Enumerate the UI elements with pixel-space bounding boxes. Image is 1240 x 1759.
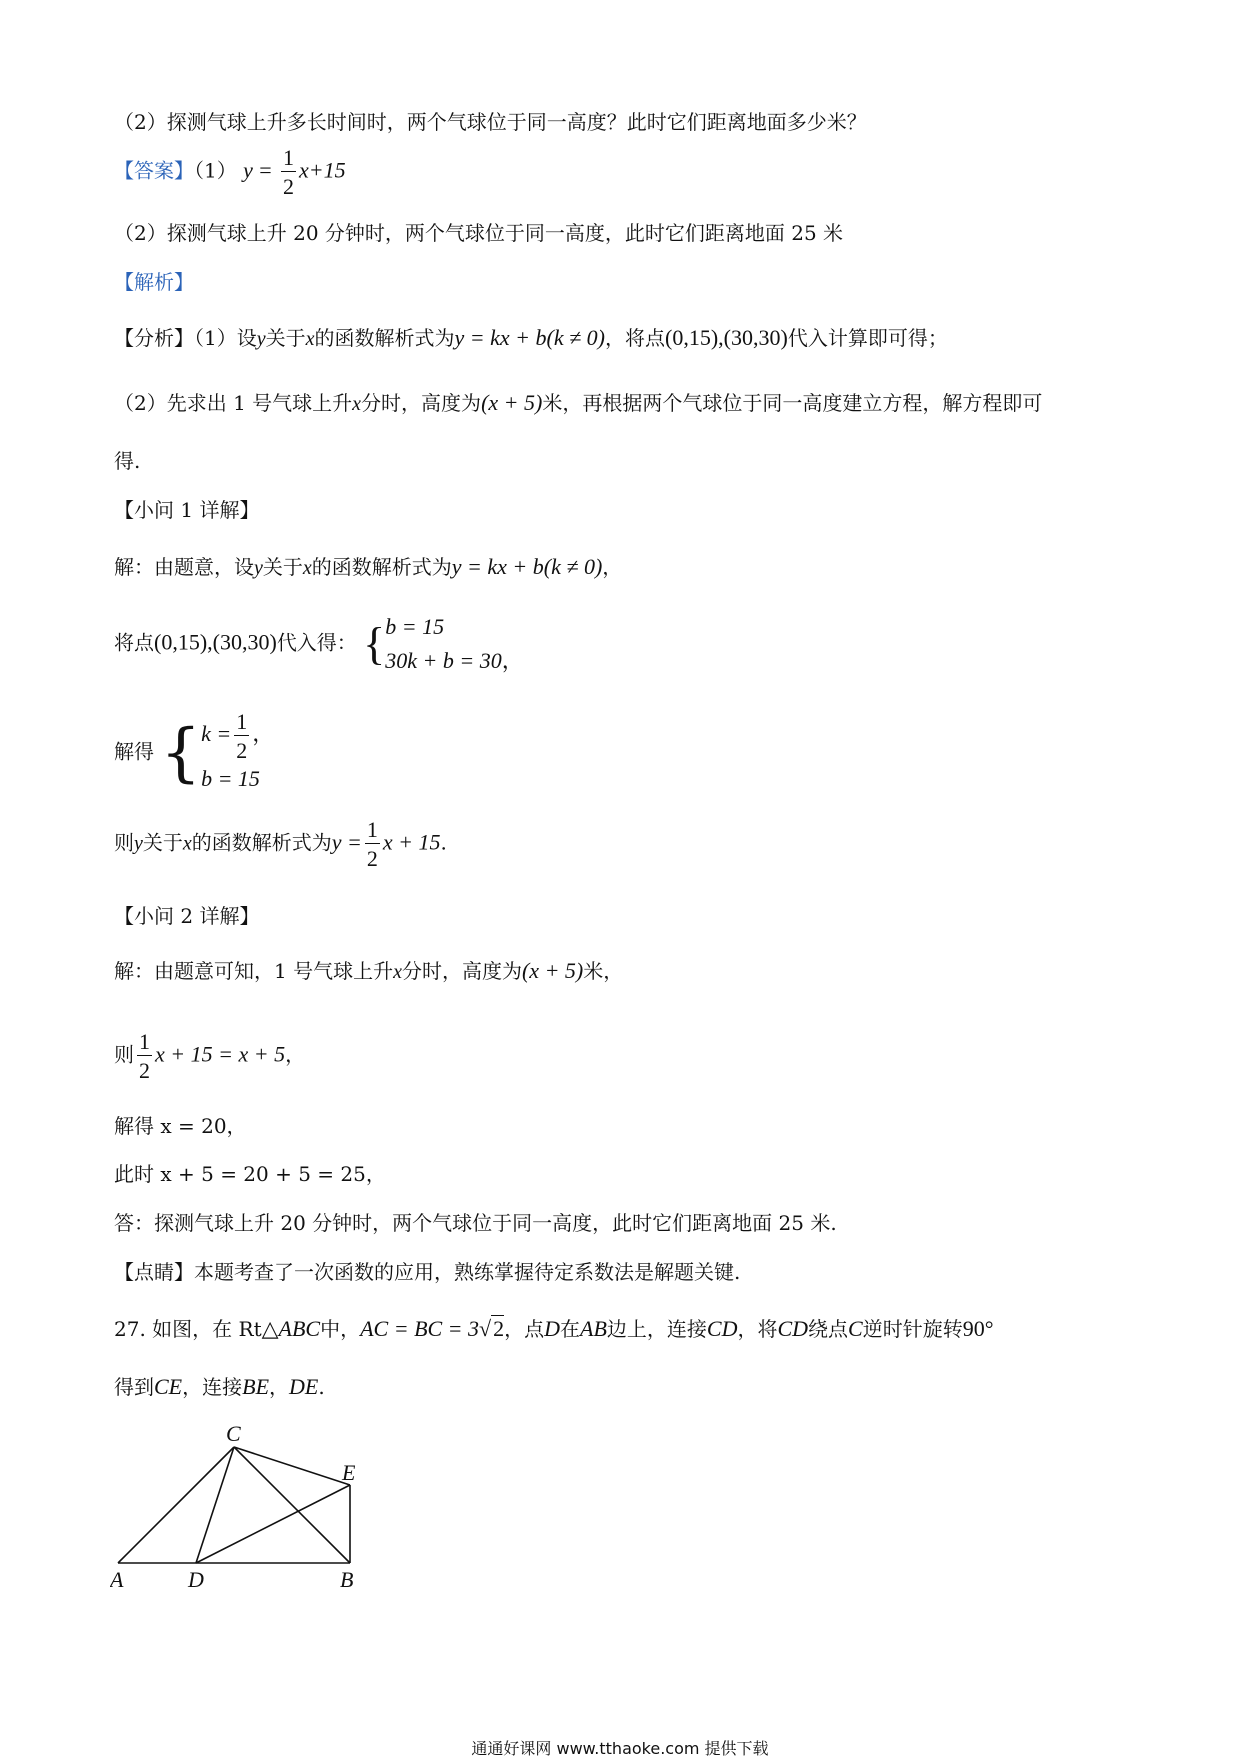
fenxi-text-3: 的函数解析式为	[314, 326, 455, 350]
answer-line-2	[114, 223, 843, 243]
answer-line-1	[114, 146, 346, 198]
xw1-s4-b: 关于	[142, 830, 183, 855]
q27-CE: CE	[154, 1374, 183, 1399]
xw2-line-4: 此时 x + 5 = 20 + 5 = 25，	[114, 1162, 386, 1186]
fenxi-line-2	[114, 392, 1042, 414]
fenxi-text-5: 代入计算即可得；	[787, 326, 948, 350]
xw1-s1-d: ，	[602, 555, 623, 579]
q27-sqrt: 2	[493, 1316, 505, 1341]
fenxi-points: (0,15),(30,30)	[665, 325, 788, 350]
segment-BC	[234, 1447, 350, 1563]
fenxi-formula: y = kx + b	[454, 325, 547, 350]
answer-fraction: $\frac{1}{2}$	[283, 145, 294, 200]
dianjing-line	[114, 1262, 740, 1282]
xw2-s1-expr: (x + 5)	[521, 958, 584, 983]
xw1-s4-end: .	[440, 830, 447, 855]
q27-l2a: 得到	[114, 1375, 154, 1399]
q27-l2c: ，	[269, 1375, 290, 1399]
xw1-s1-y: y	[254, 557, 263, 579]
analysis-tag: 【解析】	[114, 270, 194, 294]
q27-DE: DE	[289, 1374, 319, 1399]
sys2-eq2: b = 15	[201, 766, 260, 792]
q27-c: ，点	[504, 1317, 545, 1341]
q27-C: C	[848, 1316, 863, 1341]
xw2-s2-c: ，	[285, 1042, 306, 1067]
sys2-comma: ，	[252, 721, 275, 747]
sys2-k: k =	[201, 721, 232, 747]
xw2-s1-b: 分时，高度为	[401, 959, 522, 983]
fenxi-text-4: ，将点	[605, 326, 666, 350]
fenxi-l2-text-c: 米，再根据两个气球位于同一高度建立方程，解方程即可	[542, 391, 1043, 415]
xw1-s2-points: (0,15),(30,30)	[154, 629, 277, 655]
q27-f: ，将	[737, 1317, 778, 1341]
fenxi-line-3: 得.	[114, 449, 141, 473]
fenxi-l2-var-x: x	[352, 393, 362, 415]
q27-AB: AB	[580, 1316, 607, 1341]
sys1-eq2: 30k + b = 30	[385, 648, 502, 674]
q27-eq: AC = BC = 3	[360, 1316, 480, 1341]
q27-D: D	[544, 1316, 560, 1341]
q27-triangle: △ABC	[261, 1316, 321, 1341]
xw2-s2-fraction: $\frac{1}{2}$	[139, 1029, 150, 1084]
label-A: A	[110, 1567, 124, 1592]
fenxi-condition: (k ≠ 0)	[546, 325, 606, 350]
fenxi-l2-expr: (x + 5)	[481, 390, 543, 415]
equation-system-1	[385, 610, 523, 678]
xw2-line-5: 答：探测气球上升 20 分钟时，两个气球位于同一高度，此时它们距离地面 25 米.	[114, 1211, 837, 1235]
fenxi-var-x: x	[305, 328, 315, 350]
question-2	[114, 112, 867, 132]
xw2-line-1	[114, 960, 623, 982]
answer-y: y	[243, 157, 253, 183]
xw1-s4-y: y	[134, 832, 143, 855]
q27-CD2: CD	[777, 1316, 809, 1341]
xw1-s1-cond: (k ≠ 0)	[543, 554, 603, 579]
xw1-s1-formula: y = kx + b	[451, 554, 544, 579]
xw1-s3-a: 解得	[114, 739, 154, 764]
label-D: D	[188, 1567, 204, 1592]
sys1-comma: ，	[501, 648, 524, 674]
question-27-line-2	[114, 1376, 325, 1398]
q27-g: 绕点	[808, 1317, 849, 1341]
equation-system-2	[201, 710, 274, 796]
xw1-line-1	[114, 556, 622, 578]
segment-AC	[118, 1447, 234, 1563]
xw1-s4-f2: x + 15	[382, 829, 441, 855]
xw2-s1-x: x	[393, 961, 402, 983]
label-C: C	[226, 1425, 241, 1446]
q27-d: 在	[560, 1317, 580, 1341]
segment-CD	[196, 1447, 234, 1563]
q27-l2d: .	[318, 1375, 325, 1399]
geometry-figure	[110, 1425, 370, 1595]
question-27-line-1: 27. 如图，在 Rt△ABC中，AC = BC = 3√2，点D在AB边上，连接CD，将CD绕点C逆时针旋转90°	[114, 1316, 994, 1341]
fenxi-tag: 【分析】	[114, 326, 194, 350]
fenxi-var-y: y	[256, 328, 266, 350]
xw2-line-2	[114, 1030, 305, 1082]
answer-eq: =	[259, 157, 272, 183]
q27-a: 27. 如图，在 Rt	[114, 1317, 262, 1341]
xw1-s2-b: 代入得：	[276, 630, 357, 655]
answer-part-2-text: 探测气球上升 20 分钟时，两个气球位于同一高度，此时它们距离地面 25 米	[166, 221, 844, 245]
sys2-fraction: $\frac{1}{2}$	[236, 709, 248, 764]
xw1-s4-a: 则	[114, 830, 134, 855]
q27-e: 边上，连接	[606, 1317, 707, 1341]
fenxi-text-2: 关于	[265, 326, 306, 350]
q27-CD: CD	[706, 1316, 738, 1341]
xw2-s1-c: 米，	[583, 959, 624, 983]
xw1-s1-x: x	[302, 557, 312, 579]
segment-DE	[196, 1485, 350, 1563]
xw1-s4-c: 的函数解析式为	[191, 830, 332, 855]
xw2-line-3: 解得 x = 20，	[114, 1114, 247, 1138]
xw1-s4-x: x	[182, 832, 192, 855]
system-brace: {	[363, 618, 386, 670]
q27-l2b: ，连接	[182, 1375, 243, 1399]
q2-text: 探测气球上升多长时间时，两个气球位于同一高度？此时它们距离地面多少米？	[166, 110, 867, 134]
xw1-s1-b: 关于	[262, 555, 303, 579]
answer-rest: x+15	[299, 157, 346, 183]
xw1-s4-f1: y =	[331, 829, 362, 855]
xw2-s2-formula: x + 15 = x + 5	[155, 1041, 286, 1067]
footer: 通通好课网 www.tthaoke.com 提供下载	[471, 1739, 769, 1758]
fenxi-l2-text-b: 分时，高度为	[361, 391, 482, 415]
q27-deg: 90°	[962, 1316, 994, 1341]
q27-BE: BE	[242, 1374, 270, 1399]
dianjing-text: 本题考查了一次函数的应用，熟练掌握待定系数法是解题关键.	[194, 1260, 741, 1284]
xw1-line-2	[114, 610, 524, 678]
xiaowen-1-tag: 【小问 1 详解】	[114, 498, 260, 522]
segment-CE	[234, 1447, 350, 1485]
q27-h: 逆时针旋转	[862, 1317, 963, 1341]
answer-tag: 【答案】	[114, 158, 194, 183]
xw2-s1-a: 解：由题意可知，1 号气球上升	[114, 959, 394, 983]
xw1-s4-fraction: $\frac{1}{2}$	[366, 817, 378, 872]
xw1-line-4	[114, 818, 447, 870]
xiaowen-2-tag: 【小问 2 详解】	[114, 904, 260, 928]
dianjing-tag: 【点睛】	[114, 1260, 194, 1284]
xw1-s1-a: 解：由题意，设	[114, 555, 254, 579]
xw1-s1-c: 的函数解析式为	[311, 555, 452, 579]
xw1-s2-a: 将点	[114, 630, 154, 655]
system-brace-2: {	[160, 716, 202, 791]
q2-number: （2）	[114, 110, 167, 134]
fenxi-text-1: （1）设	[194, 326, 257, 350]
answer-part-2-label: （2）	[114, 221, 167, 245]
label-B: B	[340, 1567, 354, 1592]
answer-part-1-label: （1）	[194, 158, 237, 183]
fenxi-line-1	[114, 327, 948, 349]
label-E: E	[342, 1460, 356, 1485]
sys1-eq1: b = 15	[385, 614, 445, 639]
q27-b: 中，	[320, 1317, 361, 1341]
xw2-s2-a: 则	[114, 1042, 134, 1067]
fenxi-l2-text-a: （2）先求出 1 号气球上升	[114, 391, 353, 415]
xw1-line-3	[114, 710, 274, 796]
